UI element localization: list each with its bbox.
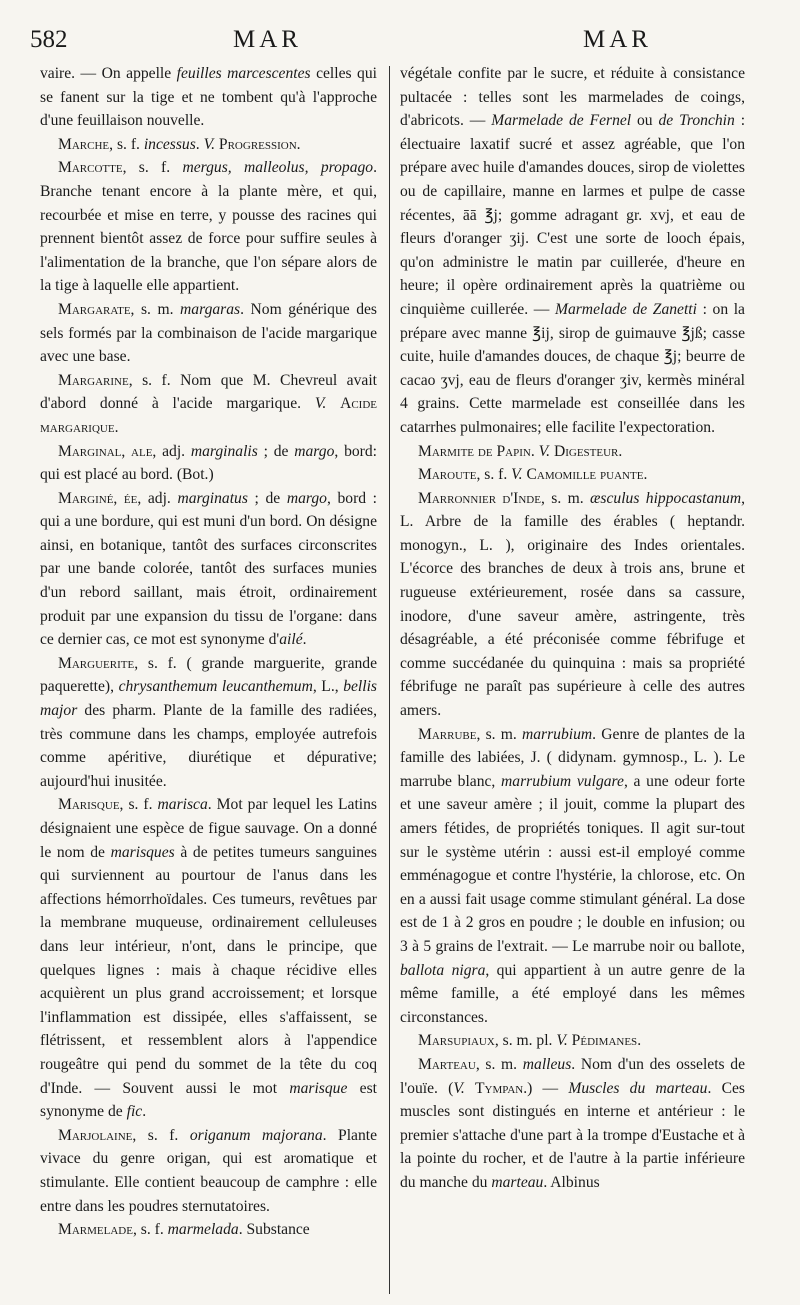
entry-text: , s. f. [119, 796, 158, 814]
italic-text: incessus [143, 135, 196, 153]
italic-text: V. [556, 1032, 568, 1050]
italic-text: de Tronchin [658, 112, 735, 130]
right-column [400, 62, 745, 1294]
italic-text: marisque [289, 1079, 348, 1097]
entry-text: , s. f. Nom que M. Chevreul avait d'abord donné à l'acide margarique. [40, 371, 377, 413]
entry-text: .) — [523, 1079, 569, 1097]
dictionary-entry [40, 62, 377, 133]
italic-text: marisques [110, 843, 175, 861]
entry-text: . [643, 466, 648, 484]
entry-text: , s. m. pl. [494, 1032, 557, 1050]
entry-text: . Nom générique des sels formés par la combinaison de l'acide margarique avec une base. [40, 300, 377, 366]
italic-text: chrysanthemum leucanthemum [118, 678, 313, 696]
entry-text: . Nom d'un des osselets de l'ouïe. ( [400, 1055, 745, 1097]
entry-text: . [530, 442, 539, 460]
italic-text: marrubium vulgare [501, 772, 624, 790]
italic-text: marisca [157, 796, 208, 814]
dictionary-entry [400, 62, 745, 440]
entry-text: . [637, 1032, 642, 1050]
dictionary-entry [400, 487, 745, 723]
entry-text: ; de [247, 489, 287, 507]
entry-text: . [114, 418, 119, 436]
italic-text: marmelada [167, 1221, 239, 1239]
entry-text: . [142, 1103, 147, 1121]
italic-text: malleus [522, 1055, 572, 1073]
entry-headword: Camomille puante [526, 466, 644, 484]
entry-headword: Pédimanes [571, 1032, 638, 1050]
entry-text: , s. f. [476, 466, 512, 484]
entry-text: à de petites tumeurs sanguines qui surviennent au pourtour de l'anus dans les affections hémorrhoïdales. Ces tumeurs, revêtues par la membrane muqueuse, ordinairement celluleuses dans leur intérieur, n'ont, dans le principe, que quelques lignes : mais à chaque récidive elles acquièrent un plus grand accroissement; et lorsque l'inflammation est dissipée, elles s'affaissent, se flétrissent, et ressemblent alors à l'appendice rougeâtre qui pend du sommet de la tête du coq d'Inde. — Souvent aussi le mot [40, 843, 377, 1097]
italic-text: Marmelade de Zanetti [554, 300, 697, 318]
entry-headword: Margarate [58, 300, 131, 318]
entry-headword: Marmelade [58, 1221, 133, 1239]
dictionary-entry [40, 487, 377, 652]
entry-text: . [195, 135, 204, 153]
dictionary-entry [400, 1053, 745, 1195]
italic-text: bellis major [40, 678, 377, 720]
entry-text: celles qui se fanent sur la tige et ne tombent qu'à l'approche d'une feuillaison nouvelle. [40, 65, 377, 130]
entry-headword: Maroute [418, 466, 477, 484]
dictionary-entry [40, 1124, 377, 1218]
dictionary-entry [400, 723, 745, 1030]
entry-headword: Marmite de Papin [418, 442, 531, 460]
entry-text: ; de [257, 442, 295, 460]
entry-headword: Digesteur [553, 442, 619, 460]
entry-text: , bord: qui est placé au bord. (Bot.) [40, 442, 377, 484]
entry-text: , L., [312, 678, 344, 696]
entry-text: , s. f. [122, 159, 183, 177]
entry-text: . Mot par lequel les Latins désignaient une espèce de figue sauvage. On a donné le nom de [40, 796, 377, 861]
entry-headword: Marguerite [58, 654, 135, 672]
entry-text: , s. f. [132, 1221, 168, 1239]
entry-text: . Albinus [543, 1173, 600, 1191]
italic-text: V. [453, 1079, 465, 1097]
entry-text: . Branche tenant encore à la plante mère, et qui, recourbée et mise en terre, y pousse des racines qui prennent bientôt assez de force pour suffire seules à l'alimentation de la branche, que l'on sépare alors de la tige à laquelle elle appartient. [40, 159, 377, 295]
entry-text [326, 395, 340, 412]
entry-headword: Marcotte [58, 159, 123, 177]
entry-headword: Marginal, ale [58, 442, 153, 460]
dictionary-entry [400, 463, 745, 487]
entry-text: des pharm. Plante de la famille des radiées, très commune dans les champs, employée autrefois comme apéritive, diurétique et dépurative; aujourd'hui inusitée. [40, 702, 377, 790]
entry-text [465, 1080, 475, 1097]
italic-text: æsculus hippocastanum [590, 489, 742, 507]
page-number: 582 [30, 26, 68, 53]
entry-headword: Tympan [474, 1079, 524, 1097]
italic-text: margaras [180, 300, 241, 318]
dictionary-entry [40, 133, 377, 157]
entry-headword: Acide margarique [40, 395, 377, 436]
column-divider [389, 66, 390, 1294]
entry-headword: Marteau [418, 1055, 476, 1073]
entry-text: , a une odeur forte et une saveur amère ; il jouit, comme la plupart des amers fétides, de propriétés toniques. Il agit sur-tout sur le système utérin : aussi est-il employé comme emménagogue et contre l'hystérie, la chlorose, etc. On en a aussi fait usage comme stimulant général. La dose est de 1 à 2 gros en poudre ; le double en infusion; ou 3 à 5 grains de l'extrait. — Le marrube noir ou ballote, [400, 772, 745, 955]
entry-text: , s. m. [540, 489, 591, 507]
dictionary-entry [40, 793, 377, 1123]
running-head-right: MAR [583, 26, 652, 53]
entry-text: , s. f. ( grande marguerite, grande paquerette), [40, 654, 377, 696]
entry-text: est synonyme de [40, 1079, 377, 1121]
italic-text: fic [126, 1103, 143, 1121]
italic-text: mergus, malleolus, propago [182, 159, 374, 177]
left-column [40, 62, 377, 1294]
italic-text: Marmelade de Fernel [491, 112, 632, 130]
entry-text: . Genre de plantes de la famille des labiées, J. ( didynam. gymnosp., L. ). Le marrube blanc, [400, 725, 745, 790]
italic-text: origanum majorana [189, 1126, 323, 1144]
italic-text: feuilles marcescentes [176, 65, 311, 82]
italic-text: ailé [279, 631, 303, 649]
dictionary-entry [40, 298, 377, 369]
entry-headword: Marisque [58, 796, 120, 814]
italic-text: Muscles du marteau [568, 1079, 708, 1097]
entry-text: . Substance [238, 1221, 310, 1239]
entry-text: . Ces muscles sont distingués en interne et antérieur : le premier s'attache d'une part à la trompe d'Eustache et à la pointe du rocher, et de l'autre à la partie inférieure du manche du [400, 1079, 745, 1191]
entry-headword: Marche [58, 135, 110, 153]
entry-text: , s. f. [109, 135, 144, 153]
entry-text: . [618, 442, 623, 460]
entry-headword: Marsupiaux [418, 1032, 495, 1050]
entry-text: , s. m. [476, 725, 522, 743]
page-header [28, 22, 772, 62]
entry-text: , s. m. [130, 300, 181, 318]
italic-text: marteau [491, 1173, 544, 1191]
dictionary-entry [400, 1029, 745, 1053]
entry-text: , L. Arbre de la famille des érables ( heptandr. monogyn., L. ), originaire des Indes orientales. L'écorce des branches de deux à trois ans, brune et rugueuse extérieurement, rosée dans sa cassure, inodore, d'une saveur amère, astringente, très désagréable, a été préconisée comme fébrifuge et comme succédanée du quinquina : mais sa propriété fébrifuge ne paraît pas supérieure à celle des autres amers. [400, 489, 745, 720]
entry-text: ou [631, 112, 659, 130]
entry-text: . [296, 135, 301, 153]
entry-headword: Marjolaine [58, 1126, 133, 1144]
entry-text: : on la prépare avec manne ℥ij, sirop de guimauve ℥jß; casse cuite, huile d'amandes douces, de chaque ℥j; beurre de cacao ʒvj, eau de fleurs d'oranger ʒiv, kermès minéral 4 grains. Cette marmelade est conseillée dans les catarrhes pulmonaires; elle facilite l'expectoration. [400, 300, 745, 436]
italic-text: V. [511, 466, 523, 484]
entry-headword: Marronnier d'Inde [418, 489, 541, 507]
italic-text: ballota nigra [400, 961, 486, 979]
italic-text: margo [294, 442, 335, 460]
italic-text: marginatus [177, 489, 248, 507]
entry-text: , qui appartient à un autre genre de la même famille, a été employé dans les mêmes circonstances. [400, 961, 745, 1026]
entry-text: , bord : qui a une bordure, qui est muni d'un bord. On désigne ainsi, en botanique, tantôt des surfaces circonscrites par une bande colorée, tantôt des surfaces munies d'un rebord saillant, mais étroit, ordinairement produit par une expansion du tissu de l'organe: dans ce dernier cas, ce mot est synonyme d' [40, 489, 377, 649]
italic-text: V. [538, 442, 551, 460]
entry-text: , adj. [137, 489, 178, 507]
italic-text: marrubium [521, 725, 593, 743]
italic-text: marginalis [190, 442, 258, 460]
dictionary-entry [40, 652, 377, 794]
entry-headword: Margarine [58, 371, 129, 389]
entry-headword: Progression [218, 135, 297, 153]
entry-text: , adj. [152, 442, 191, 460]
entry-text: . Plante vivace du genre origan, qui est aromatique et stimulante. Elle contient beaucoup de camphre : elle entre dans les poudres sternutatoires. [40, 1126, 377, 1215]
entry-text: , s. f. [132, 1126, 190, 1144]
running-head-left: MAR [233, 26, 302, 53]
italic-text: V. [203, 135, 216, 153]
entry-headword: Marrube [418, 725, 477, 743]
entry-text: . [302, 631, 307, 649]
dictionary-entry [40, 156, 377, 298]
italic-text: margo [286, 489, 327, 507]
entry-text: : électuaire laxatif sucré et assez agréable, que l'on prépare avec huile d'amandes douces, sirop de violettes ou de capillaire, manne en larmes et pulpe de casse récentes, āā ℥j; gomme adragant gr. xvj, et eau de fleurs d'oranger ʒij. C'est une sorte de looch épais, qu'on administre le matin par cuillerée, d'heure en heure; il opère ordinairement après la quatrième ou cinquième cuillerée. — [400, 112, 745, 318]
italic-text: V. [314, 395, 327, 413]
entry-text: végétale confite par le sucre, et réduite à consistance pultacée : telles sont les marmelades de coings, d'abricots. — [400, 65, 745, 130]
entry-text: , s. m. [475, 1055, 523, 1073]
dictionary-entry [40, 440, 377, 487]
dictionary-entry [40, 369, 377, 440]
entry-headword: Marginé, ée [58, 489, 138, 507]
entry-text: vaire. — On appelle [40, 65, 177, 82]
dictionary-entry [40, 1218, 377, 1242]
dictionary-entry [400, 440, 745, 464]
